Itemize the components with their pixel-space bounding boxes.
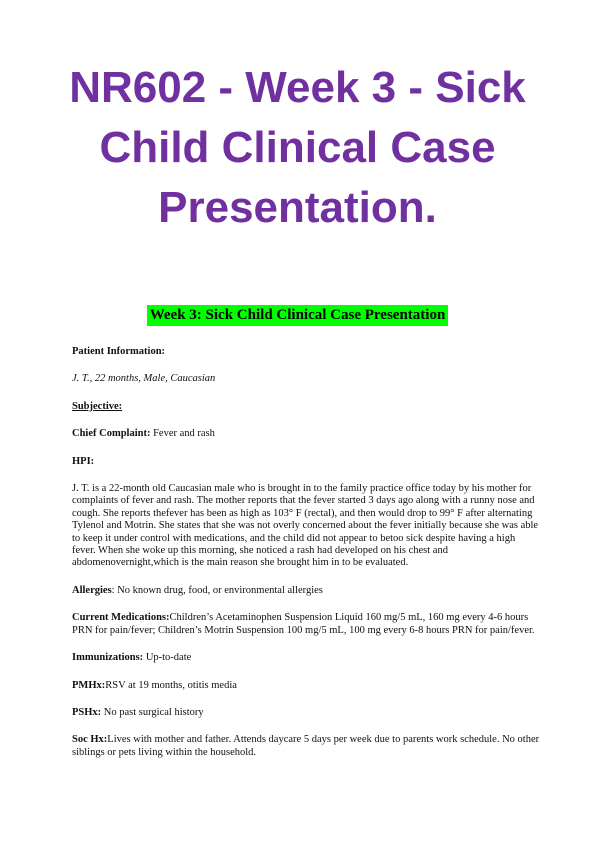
hpi-label: HPI: [72, 455, 95, 467]
hpi-text: J. T. is a 22-month old Caucasian male who is brought in to the family practice office today by his mother for complaints of fever and rash. The mother reports that the fever started 3 days ago along with a runny nose and cough. She reports thefever has been as high as 103° F (rectal), and then would drop to 99° F after alternating Tylenol and Motrin. She states that she was not overly concerned about the fever initially because she was able to keep it under control with medications, and the child did not appear to betoo sick despite having a high fever. When she woke up this morning, she noticed a rash had developed on his chest and abdomenovernight,which is the main reason she brought him in to be evaluated. [72, 483, 539, 569]
chief-complaint-line [72, 428, 540, 440]
current-medications-label: Current Medications: [72, 612, 170, 624]
pmhx-label: PMHx: [72, 679, 106, 691]
patient-information-value: J. T., 22 months, Male, Caucasian [72, 373, 216, 385]
hpi-paragraph [72, 483, 540, 570]
hpi-heading [72, 456, 540, 468]
immunizations-value: Up-to-date [143, 652, 192, 664]
soc-hx-value: Lives with mother and father. Attends daycare 5 days per week due to parents work schedule. No other siblings or pets living within the household. [72, 734, 540, 758]
allergies-line [72, 585, 540, 597]
pshx-value: No past surgical history [101, 706, 204, 718]
section-heading: Week 3: Sick Child Clinical Case Presentation [147, 305, 449, 326]
title-line-2: Child Clinical Case [99, 123, 496, 172]
allergies-value: : No known drug, food, or environmental allergies [111, 584, 323, 596]
current-medications-value: Children’s Acetaminophen Suspension Liquid 160 mg/5 mL, 160 mg every 4-6 hours PRN for pain/fever; Children’s Motrin Suspension 100 mg/5 mL, 100 mg every 6-8 hours PRN for pain/fever. [72, 612, 535, 636]
patient-information-line [72, 373, 540, 385]
title-line-3: Presentation. [158, 183, 437, 232]
current-medications-line [72, 612, 540, 637]
immunizations-label: Immunizations: [72, 652, 144, 664]
pshx-label: PSHx: [72, 706, 102, 718]
document-title [30, 58, 565, 238]
pshx-line [72, 707, 540, 719]
case-content [72, 346, 540, 774]
allergies-label: Allergies [72, 584, 112, 596]
chief-complaint-label: Chief Complaint: [72, 428, 151, 440]
section-heading-wrapper [0, 305, 595, 326]
patient-information-label: Patient Information: [72, 346, 166, 357]
title-line-1: NR602 - Week 3 - Sick [69, 63, 526, 112]
pmhx-value: RSV at 19 months, otitis media [105, 679, 237, 691]
subjective-label: Subjective: [72, 400, 123, 412]
pmhx-line [72, 680, 540, 692]
soc-hx-line [72, 734, 540, 759]
subjective-heading [72, 401, 540, 413]
immunizations-line [72, 652, 540, 664]
patient-information-heading [72, 346, 540, 358]
chief-complaint-value: Fever and rash [150, 428, 215, 440]
soc-hx-label: Soc Hx: [72, 734, 108, 746]
